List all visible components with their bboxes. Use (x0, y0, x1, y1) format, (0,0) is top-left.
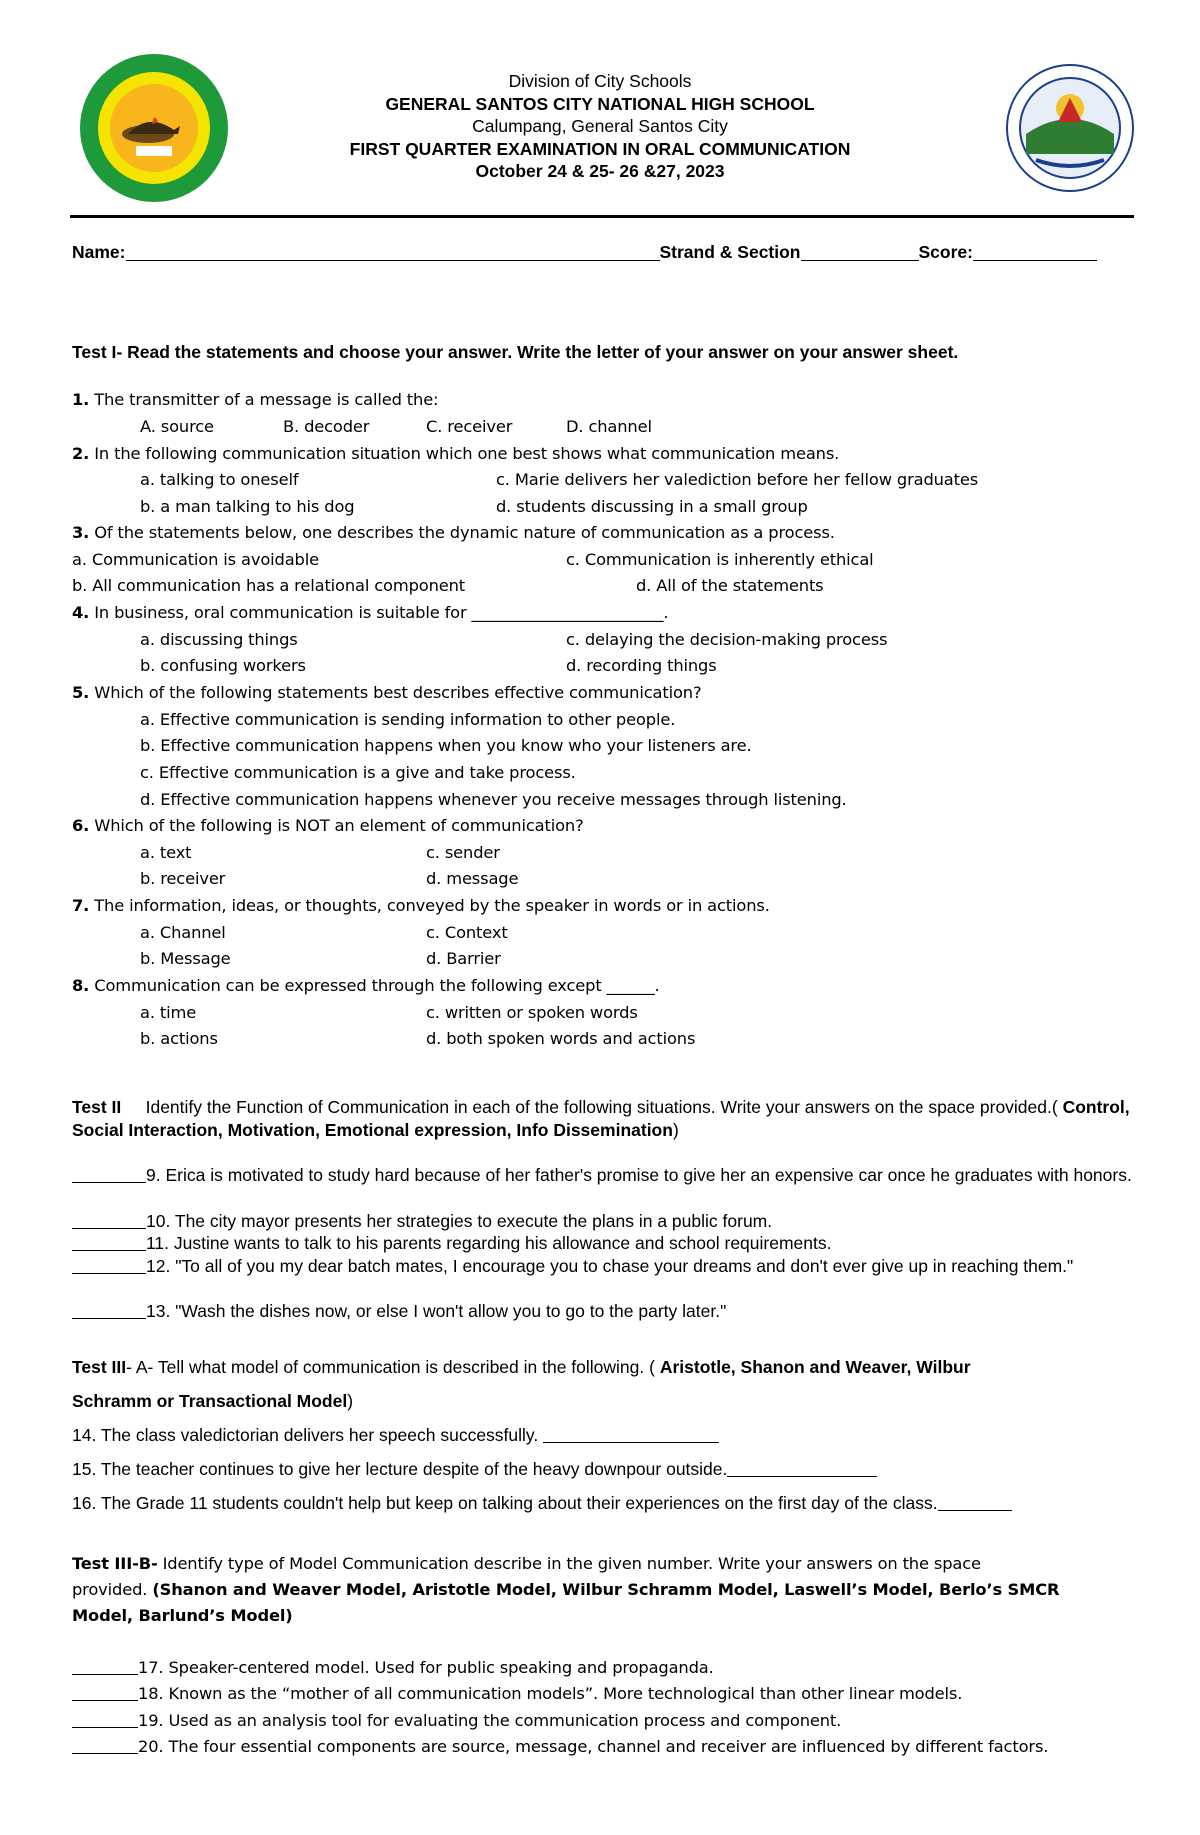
q5-choice-c: c. Effective communication is a give and take process. (140, 763, 576, 782)
q4-choice-b: b. confusing workers (140, 656, 306, 675)
item-20: 20. The four essential components are source, message, channel and receiver are influenced by different factors. (72, 1737, 1048, 1756)
q4-choice-c: c. delaying the decision-making process (566, 630, 888, 649)
item-15: 15. The teacher continues to give her lecture despite of the heavy downpour outside. (72, 1458, 877, 1480)
question-4: 4. In business, oral communication is suitable for ________________________. (72, 603, 669, 622)
q3-choice-a: a. Communication is avoidable (72, 550, 319, 569)
test3b-options-cont: Model, Barlund’s Model) (72, 1606, 293, 1625)
question-6: 6. Which of the following is NOT an element of communication? (72, 816, 584, 835)
q6-choice-a: a. text (140, 843, 192, 862)
q3-choice-c: c. Communication is inherently ethical (566, 550, 874, 569)
q5-choice-a: a. Effective communication is sending information to other people. (140, 710, 676, 729)
item-13: 13. "Wash the dishes now, or else I won't allow you to go to the party later." (72, 1300, 1132, 1323)
q5-choice-d: d. Effective communication happens whenever you receive messages through listening. (140, 790, 847, 809)
q3-choice-d: d. All of the statements (636, 576, 824, 595)
item-17: 17. Speaker-centered model. Used for public speaking and propaganda. (72, 1658, 714, 1677)
question-7: 7. The information, ideas, or thoughts, conveyed by the speaker in words or in actions. (72, 896, 770, 915)
student-info-row (72, 242, 1132, 263)
q8-choice-a: a. time (140, 1003, 197, 1022)
q1-choice-c: C. receiver (426, 417, 513, 436)
test3a-options-cont: Schramm or Transactional Model) (72, 1391, 354, 1411)
item-19: 19. Used as an analysis tool for evaluating the communication process and component. (72, 1711, 841, 1730)
test3b-options: provided. (Shanon and Weaver Model, Aristotle Model, Wilbur Schramm Model, Laswell’s Model, Berlo’s SMCR (72, 1580, 1060, 1599)
name-label: Name: (72, 242, 126, 262)
q8-choice-b: b. actions (140, 1029, 218, 1048)
q1-choice-a: A. source (140, 417, 214, 436)
strand-blank[interactable] (801, 242, 919, 261)
school-name: GENERAL SANTOS CITY NATIONAL HIGH SCHOOL (385, 93, 815, 114)
item-12: 12. "To all of you my dear batch mates, I encourage you to chase your dreams and don't ever give up in reaching them." (72, 1255, 1132, 1278)
q8-choice-c: c. written or spoken words (426, 1003, 638, 1022)
item-9: 9. Erica is motivated to study hard because of her father's promise to give her an expensive car once he graduates with honors. (72, 1164, 1132, 1187)
test2-instruction: Test II Identify the Function of Communication in each of the following situations. Write your answers on the space provided.( Control, Social Interaction, Motivation, Emotional expression, Info Dissemination) (72, 1097, 1130, 1140)
q6-choice-d: d. message (426, 869, 519, 888)
item-16: 16. The Grade 11 students couldn't help but keep on talking about their experiences on the first day of the class. (72, 1492, 1012, 1514)
q2-choice-a: a. talking to oneself (140, 470, 299, 489)
test3a-instruction: Test III- A- Tell what model of communication is described in the following. ( Aristotle, Shanon and Weaver, Wilbur (72, 1357, 971, 1377)
q4-choice-d: d. recording things (566, 656, 717, 675)
score-blank[interactable] (973, 242, 1097, 261)
question-1: 1. The transmitter of a message is called the: (72, 390, 439, 409)
q1-choice-d: D. channel (566, 417, 652, 436)
test1-instruction: Test I- Read the statements and choose your answer. Write the letter of your answer on your answer sheet. (72, 342, 959, 362)
exam-header (0, 70, 1200, 183)
question-8: 8. Communication can be expressed through the following except ______. (72, 976, 660, 995)
q2-choice-c: c. Marie delivers her valediction before her fellow graduates (496, 470, 979, 489)
test3b-instruction: Test III-B- Identify type of Model Communication describe in the given number. Write your answers on the space (72, 1554, 981, 1573)
score-label: Score: (918, 242, 973, 262)
q6-choice-c: c. sender (426, 843, 500, 862)
q1-choice-b: B. decoder (283, 417, 370, 436)
item-14: 14. The class valedictorian delivers her speech successfully. (72, 1424, 719, 1446)
q7-choice-a: a. Channel (140, 923, 226, 942)
exam-dates: October 24 & 25- 26 &27, 2023 (475, 161, 725, 181)
question-5: 5. Which of the following statements best describes effective communication? (72, 683, 702, 702)
q6-choice-b: b. receiver (140, 869, 226, 888)
header-divider (70, 215, 1134, 218)
q4-choice-a: a. discussing things (140, 630, 298, 649)
item-10: 10. The city mayor presents her strategies to execute the plans in a public forum. (72, 1210, 1132, 1233)
q7-choice-d: d. Barrier (426, 949, 501, 968)
q2-choice-b: b. a man talking to his dog (140, 497, 355, 516)
division-name: Division of City Schools (508, 71, 692, 91)
item-11: 11. Justine wants to talk to his parents regarding his allowance and school requirements. (72, 1232, 1132, 1255)
q5-choice-b: b. Effective communication happens when you know who your listeners are. (140, 736, 752, 755)
q7-choice-b: b. Message (140, 949, 231, 968)
q3-choice-b: b. All communication has a relational component (72, 576, 466, 595)
question-2: 2. In the following communication situation which one best shows what communication means. (72, 444, 840, 463)
exam-title: FIRST QUARTER EXAMINATION IN ORAL COMMUNICATION (349, 138, 851, 159)
question-3: 3. Of the statements below, one describes the dynamic nature of communication as a process. (72, 523, 835, 542)
q7-choice-c: c. Context (426, 923, 508, 942)
school-address: Calumpang, General Santos City (472, 116, 728, 136)
name-blank[interactable] (126, 242, 660, 261)
item-18: 18. Known as the “mother of all communication models”. More technological than other linear models. (72, 1684, 962, 1703)
q8-choice-d: d. both spoken words and actions (426, 1029, 696, 1048)
q2-choice-d: d. students discussing in a small group (496, 497, 808, 516)
strand-label: Strand & Section (659, 242, 801, 262)
